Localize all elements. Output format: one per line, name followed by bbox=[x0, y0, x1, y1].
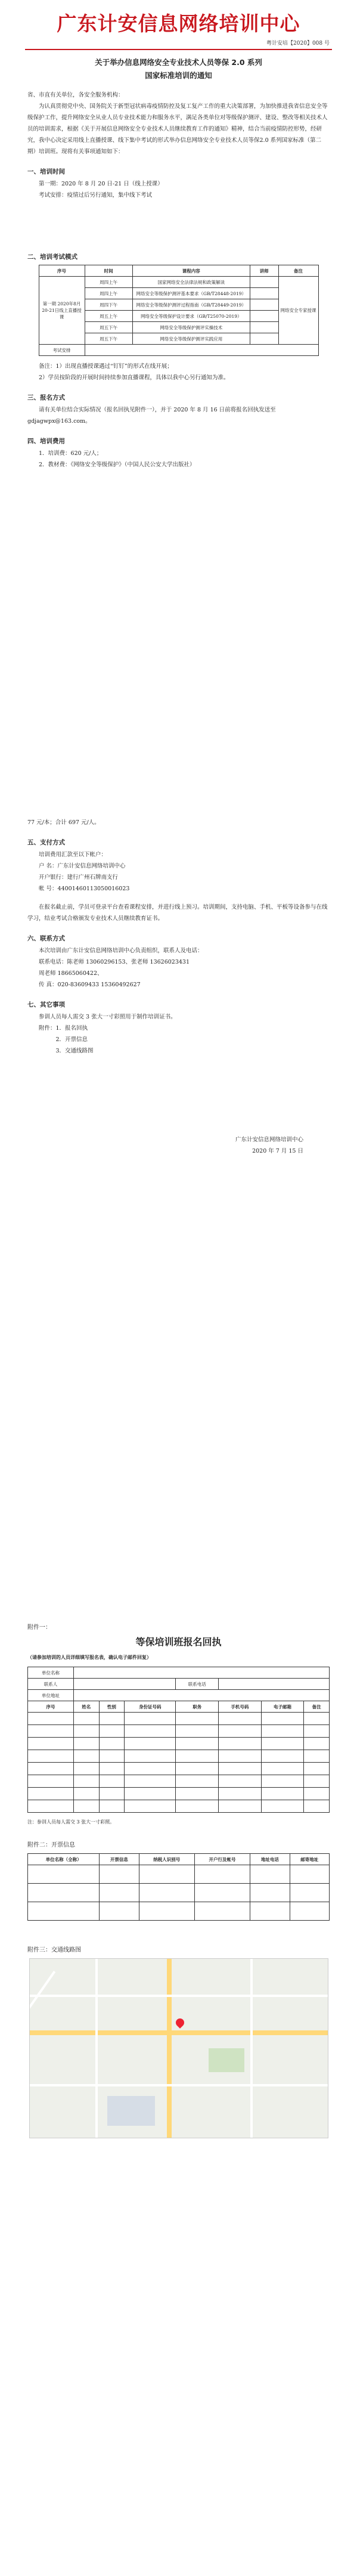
table-cell[interactable] bbox=[261, 1725, 304, 1738]
attachment-1-footer: 注：参训人员每人需交 3 张大一寸彩照。 bbox=[27, 1819, 115, 1825]
table-cell[interactable] bbox=[194, 1884, 250, 1902]
red-divider bbox=[25, 49, 332, 50]
table-cell: 网络安全等级保护测评过程指南（GB/T28449-2019） bbox=[132, 299, 250, 311]
section-4-line: 2．教材费：《网络安全等级保护》（中国人民公安大学出版社） bbox=[39, 462, 195, 468]
table-cell[interactable] bbox=[99, 1763, 125, 1775]
section-5-line: 培训费用汇款至以下帐户： bbox=[39, 852, 107, 858]
invoice-rows bbox=[28, 1865, 330, 1921]
table-cell[interactable] bbox=[290, 1902, 329, 1921]
table-cell[interactable] bbox=[304, 1763, 330, 1775]
table-cell[interactable] bbox=[139, 1902, 194, 1921]
section-4-line: 1．培训费：620 元/人； bbox=[39, 450, 103, 457]
table-cell[interactable] bbox=[219, 1800, 262, 1813]
section-3-line: 请有关单位结合实际情况（报名回执见附件一），并于 2020 年 8 月 16 日前将报名回执发送至 gdjagwpx@163.com。 bbox=[27, 407, 276, 425]
table-cell[interactable] bbox=[74, 1750, 100, 1763]
table-cell: 国家网络安全法律法规和政策解读 bbox=[132, 277, 250, 288]
section-5-line: 帐 号：44001460113050016023 bbox=[39, 886, 130, 892]
org-header-title: 广东计安信息网络培训中心 bbox=[57, 12, 300, 35]
notice-title-line-2: 国家标准培训的通知 bbox=[145, 71, 212, 80]
invoice-info-table bbox=[27, 1853, 330, 1921]
table-header: 开户行及帐号 bbox=[194, 1854, 250, 1865]
section-6-line: 周老师 18665060422、 bbox=[39, 970, 103, 977]
map-road bbox=[167, 1959, 172, 2138]
table-cell[interactable] bbox=[304, 1713, 330, 1725]
attachment-1-note: （请参加培训的人员详细填写报名表，确认电子邮件回复） bbox=[27, 1654, 151, 1660]
table-cell[interactable] bbox=[304, 1800, 330, 1813]
table-row bbox=[28, 1800, 330, 1813]
table-row bbox=[28, 1725, 330, 1738]
form-field-row bbox=[28, 1690, 330, 1701]
form-field-label: 单位名称 bbox=[28, 1667, 74, 1679]
table-cell[interactable] bbox=[28, 1725, 74, 1738]
table-header: 性别 bbox=[99, 1701, 125, 1713]
section-6-line: 传 真：020-83609433 15360492627 bbox=[39, 982, 141, 988]
table-row bbox=[28, 1884, 330, 1902]
table-cell[interactable] bbox=[176, 1713, 219, 1725]
table-cell[interactable] bbox=[176, 1788, 219, 1800]
section-4-continued: 77 元/本；合计 697 元/人。 bbox=[27, 819, 100, 826]
page-2 bbox=[0, 793, 357, 1586]
greeting: 省、市直有关单位，各安全服务机构： bbox=[27, 92, 124, 98]
table-cell bbox=[250, 288, 278, 299]
table-cell-remark: 网络安全专家授课 bbox=[278, 277, 318, 345]
table-row bbox=[28, 1738, 330, 1750]
table-cell: 网络安全等级保护测评基本要求（GB/T28448-2019） bbox=[132, 288, 250, 299]
traffic-route-map[interactable] bbox=[29, 1958, 328, 2138]
table-cell[interactable] bbox=[304, 1775, 330, 1788]
map-block bbox=[107, 2096, 155, 2126]
notice-title-line-1: 关于举办信息网络安全专业技术人员等保 2.0 系列 bbox=[95, 58, 262, 67]
table-row bbox=[28, 1775, 330, 1788]
table-cell[interactable] bbox=[219, 1763, 262, 1775]
table-cell[interactable] bbox=[176, 1738, 219, 1750]
form-field-input[interactable] bbox=[219, 1679, 330, 1690]
section-5-line: 开户银行：建行广州石牌南支行 bbox=[39, 874, 119, 881]
table-cell[interactable] bbox=[261, 1788, 304, 1800]
table-header: 课程内容 bbox=[132, 265, 250, 277]
table-header: 序号 bbox=[28, 1701, 74, 1713]
table-header-row bbox=[28, 1701, 330, 1713]
table-header: 纳税人识别号 bbox=[139, 1854, 194, 1865]
table-cell[interactable] bbox=[28, 1750, 74, 1763]
table-cell[interactable] bbox=[28, 1713, 74, 1725]
table-cell[interactable] bbox=[28, 1763, 74, 1775]
section-7-line: 参训人员每人需交 3 张大一寸彩照用于制作培训证书。 bbox=[39, 1014, 176, 1020]
table-cell: 网络安全等级保护设计要求（GB/T25070-2019） bbox=[132, 311, 250, 322]
table-cell[interactable] bbox=[304, 1738, 330, 1750]
table-cell[interactable] bbox=[176, 1725, 219, 1738]
table-cell[interactable] bbox=[261, 1800, 304, 1813]
table-header: 备注 bbox=[304, 1701, 330, 1713]
section-7-line: 3．交通线路图 bbox=[55, 1048, 94, 1054]
table-cell[interactable] bbox=[74, 1738, 100, 1750]
section-1-line: 考试安排：疫情过后另行通知，集中线下考试 bbox=[39, 192, 153, 199]
signature-date: 2020 年 7 月 15 日 bbox=[252, 1148, 303, 1154]
table-header: 身份证号码 bbox=[125, 1701, 176, 1713]
table-cell[interactable] bbox=[28, 1884, 100, 1902]
table-cell[interactable] bbox=[99, 1738, 125, 1750]
form-field-label: 联系电话 bbox=[176, 1679, 219, 1690]
table-cell[interactable] bbox=[219, 1788, 262, 1800]
map-street bbox=[30, 1995, 328, 1997]
table-cell: 周四上午 bbox=[85, 288, 132, 299]
table-cell[interactable] bbox=[74, 1763, 100, 1775]
table-cell[interactable] bbox=[74, 1775, 100, 1788]
table-cell[interactable] bbox=[219, 1750, 262, 1763]
table-cell[interactable] bbox=[176, 1750, 219, 1763]
table-cell bbox=[250, 322, 278, 333]
table-cell: 周四下午 bbox=[85, 299, 132, 311]
table-cell[interactable] bbox=[261, 1763, 304, 1775]
section-5-line: 户 名：广东计安信息网络培训中心 bbox=[39, 863, 126, 869]
table-cell[interactable] bbox=[74, 1800, 100, 1813]
table-cell[interactable] bbox=[261, 1713, 304, 1725]
section-6-heading: 六、联系方式 bbox=[27, 935, 65, 942]
table-cell[interactable] bbox=[176, 1775, 219, 1788]
table-cell[interactable] bbox=[219, 1725, 262, 1738]
table-cell[interactable] bbox=[100, 1902, 139, 1921]
table-cell[interactable] bbox=[261, 1775, 304, 1788]
map-road bbox=[30, 2030, 328, 2035]
table-cell[interactable] bbox=[125, 1725, 176, 1738]
table-cell[interactable] bbox=[194, 1902, 250, 1921]
table-cell[interactable] bbox=[28, 1865, 100, 1884]
map-park bbox=[209, 2048, 244, 2072]
form-field-input[interactable] bbox=[74, 1667, 330, 1679]
table-header: 电子邮箱 bbox=[261, 1701, 304, 1713]
table-cell[interactable] bbox=[250, 1865, 290, 1884]
table-cell[interactable] bbox=[304, 1725, 330, 1738]
table-cell[interactable] bbox=[28, 1902, 100, 1921]
table-header-row bbox=[39, 265, 318, 277]
table-row bbox=[39, 277, 318, 288]
table-cell[interactable] bbox=[194, 1865, 250, 1884]
table-row bbox=[28, 1865, 330, 1884]
table-row bbox=[28, 1750, 330, 1763]
form-field-input[interactable] bbox=[74, 1679, 176, 1690]
form-field-row bbox=[28, 1667, 330, 1679]
table-cell-session: 第一期 2020年8月20-21日线上直播授课 bbox=[39, 277, 85, 345]
table-header: 地址电话 bbox=[250, 1854, 290, 1865]
section-4-heading: 四、培训费用 bbox=[27, 438, 65, 445]
table-cell[interactable] bbox=[125, 1800, 176, 1813]
table-header: 时间 bbox=[85, 265, 132, 277]
table-cell[interactable] bbox=[125, 1750, 176, 1763]
table-cell bbox=[250, 299, 278, 311]
section-7-heading: 七、其它事项 bbox=[27, 1001, 65, 1008]
section-2-heading: 二、培训考试模式 bbox=[27, 253, 77, 261]
section-2-note: 备注：1）出现直播授课遇过“钉钉”的形式在线开展； bbox=[39, 363, 173, 370]
table-cell[interactable] bbox=[99, 1750, 125, 1763]
table-cell[interactable] bbox=[99, 1800, 125, 1813]
table-header: 职务 bbox=[176, 1701, 219, 1713]
table-cell[interactable] bbox=[219, 1713, 262, 1725]
form-field-row bbox=[28, 1679, 330, 1690]
document-number: 粤计安培【2020】008 号 bbox=[266, 41, 330, 47]
section-7-line: 2．开票信息 bbox=[55, 1036, 88, 1043]
table-cell[interactable] bbox=[304, 1788, 330, 1800]
table-header: 单位名称（全称） bbox=[28, 1854, 100, 1865]
map-street bbox=[30, 2084, 328, 2086]
table-header: 开票信息 bbox=[100, 1854, 139, 1865]
training-schedule-table bbox=[39, 265, 319, 356]
table-cell[interactable] bbox=[139, 1884, 194, 1902]
table-header: 邮寄地址 bbox=[290, 1854, 329, 1865]
table-cell[interactable] bbox=[125, 1788, 176, 1800]
section-1-line: 第一期：2020 年 8 月 20 日-21 日（线上授课） bbox=[39, 181, 163, 187]
table-cell[interactable] bbox=[74, 1725, 100, 1738]
map-street bbox=[95, 1959, 98, 2138]
table-row bbox=[28, 1713, 330, 1725]
attachment-1-label: 附件一： bbox=[27, 1624, 51, 1631]
table-cell: 网络安全等级保护测评实践应用 bbox=[132, 333, 250, 345]
table-cell[interactable] bbox=[99, 1788, 125, 1800]
form-field-input[interactable] bbox=[74, 1690, 330, 1701]
table-cell[interactable] bbox=[100, 1884, 139, 1902]
section-3-heading: 三、报名方式 bbox=[27, 394, 65, 401]
registration-rows bbox=[28, 1713, 330, 1813]
form-field-label: 联系人 bbox=[28, 1679, 74, 1690]
signature-org: 广东计安信息网络培训中心 bbox=[235, 1137, 303, 1143]
table-cell[interactable] bbox=[74, 1713, 100, 1725]
table-cell[interactable] bbox=[99, 1725, 125, 1738]
table-cell[interactable] bbox=[28, 1738, 74, 1750]
table-cell[interactable] bbox=[99, 1713, 125, 1725]
table-header: 讲师 bbox=[250, 265, 278, 277]
section-7-line: 附件：1．报名回执 bbox=[39, 1025, 88, 1032]
table-cell: 周五上午 bbox=[85, 311, 132, 322]
table-cell[interactable] bbox=[261, 1750, 304, 1763]
table-cell[interactable] bbox=[125, 1775, 176, 1788]
notice-title bbox=[30, 56, 327, 82]
table-row bbox=[28, 1763, 330, 1775]
map-street bbox=[29, 1971, 55, 2119]
page-1 bbox=[0, 0, 357, 769]
table-cell: 周五下午 bbox=[85, 322, 132, 333]
table-cell[interactable] bbox=[250, 1884, 290, 1902]
table-cell[interactable] bbox=[176, 1800, 219, 1813]
registration-form-table bbox=[27, 1667, 330, 1813]
table-cell[interactable] bbox=[125, 1713, 176, 1725]
table-cell bbox=[250, 311, 278, 322]
table-cell[interactable] bbox=[99, 1775, 125, 1788]
section-2-note: 2）学员按阶段的开展时间持续参加直播课程，具体以我中心另行通知为准。 bbox=[39, 374, 229, 381]
section-6-line: 本次培训由广东计安信息网络培训中心负责组织，联系人及电话： bbox=[39, 948, 203, 954]
table-row bbox=[39, 345, 318, 356]
table-cell[interactable] bbox=[250, 1902, 290, 1921]
section-1-heading: 一、培训时间 bbox=[27, 168, 65, 175]
table-cell[interactable] bbox=[28, 1800, 74, 1813]
section-5-paragraph: 在报名截止前，学员可登录平台查看课程安排，并进行线上预习。培训期间，支持电脑、手机、平板等设备参与在线学习，结业考试合格颁发专业技术人员继续教育证书。 bbox=[27, 904, 328, 922]
table-header-row bbox=[28, 1854, 330, 1865]
table-cell[interactable] bbox=[100, 1865, 139, 1884]
table-cell: 网络安全等级保护测评实操技术 bbox=[132, 322, 250, 333]
table-cell bbox=[250, 333, 278, 345]
table-cell[interactable] bbox=[28, 1775, 74, 1788]
table-cell: 考试安排 bbox=[39, 345, 85, 356]
table-header: 备注 bbox=[278, 265, 318, 277]
page-3 bbox=[0, 1610, 357, 2576]
table-cell[interactable] bbox=[28, 1788, 74, 1800]
table-header: 手机号码 bbox=[219, 1701, 262, 1713]
table-cell[interactable] bbox=[125, 1738, 176, 1750]
table-cell[interactable] bbox=[304, 1750, 330, 1763]
table-cell: 周五下午 bbox=[85, 333, 132, 345]
section-6-line: 联系电话：陈老师 13060296153、张老师 13626023431 bbox=[39, 959, 190, 965]
table-cell: 周四上午 bbox=[85, 277, 132, 288]
table-cell bbox=[85, 345, 318, 356]
table-cell[interactable] bbox=[219, 1775, 262, 1788]
attachment-2-label: 附件二：开票信息 bbox=[27, 1842, 75, 1849]
map-street bbox=[250, 1959, 253, 2138]
attachment-1-title: 等保培训班报名回执 bbox=[135, 1636, 222, 1648]
table-cell[interactable] bbox=[176, 1763, 219, 1775]
table-cell[interactable] bbox=[139, 1865, 194, 1884]
table-row bbox=[28, 1788, 330, 1800]
table-cell[interactable] bbox=[219, 1738, 262, 1750]
table-cell[interactable] bbox=[290, 1865, 329, 1884]
intro-paragraph: 为认真贯彻党中央、国务院关于新型冠状病毒疫情防控及复工复产工作的重大决策部署，为加快推进我省信息安全等级保护工作，提升网络安全从业人员专业技术能力和服务水平，满足各类单位对等级保护测评、建设、整改等相关技术人员的培训需求，根据《关于开展信息网络安全专业技术人员继续教育工作的通知》精神，结合当前疫情防控形势，经研究，我中心决定采用线上直播授课、线下集中考试的形式举办信息网络安全专业技术人员等保2.0 系列国家标准（第二期）培训班。现将有关事项通知如下： bbox=[27, 103, 328, 155]
table-header: 序号 bbox=[39, 265, 85, 277]
attachment-3-label: 附件三：交通线路图 bbox=[27, 1947, 81, 1953]
form-field-label: 单位地址 bbox=[28, 1690, 74, 1701]
table-cell[interactable] bbox=[74, 1788, 100, 1800]
table-cell bbox=[250, 277, 278, 288]
location-pin-icon bbox=[174, 2017, 186, 2029]
section-5-heading: 五、支付方式 bbox=[27, 839, 65, 846]
table-cell[interactable] bbox=[125, 1763, 176, 1775]
table-cell[interactable] bbox=[290, 1884, 329, 1902]
table-row bbox=[28, 1902, 330, 1921]
table-header: 姓名 bbox=[74, 1701, 100, 1713]
table-cell[interactable] bbox=[261, 1738, 304, 1750]
